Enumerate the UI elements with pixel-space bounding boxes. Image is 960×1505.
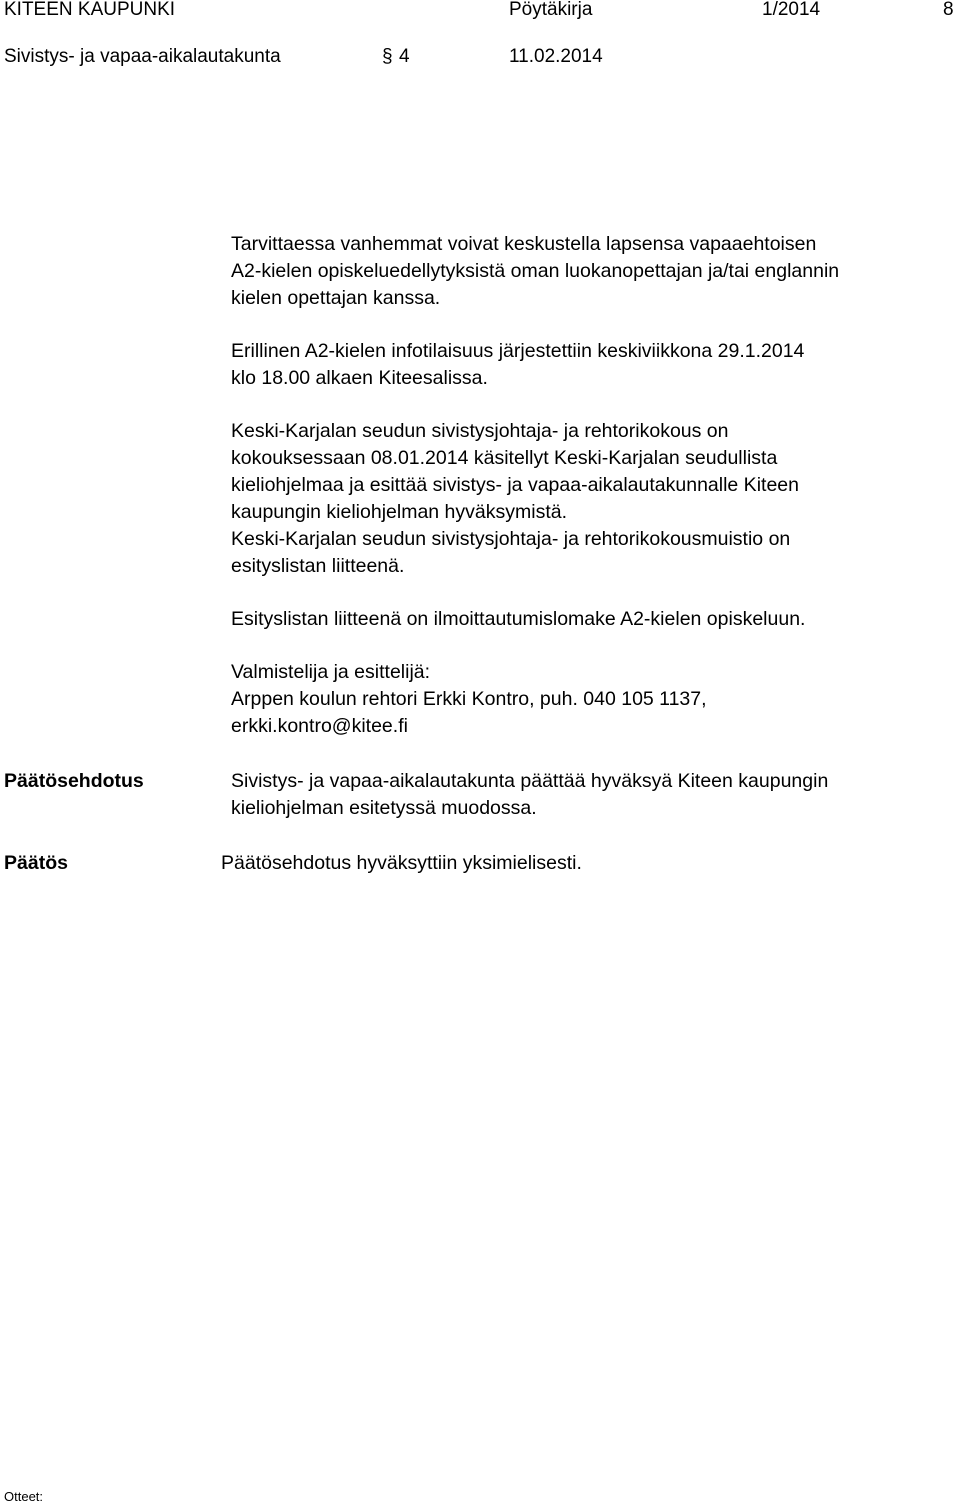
text-line: Valmistelija ja esittelijä: bbox=[231, 661, 431, 683]
paragraph-info-session bbox=[231, 338, 946, 392]
decision-text: Päätösehdotus hyväksyttiin yksimielisesti. bbox=[221, 852, 582, 874]
text-line: Keski-Karjalan seudun sivistysjohtaja- ja rehtorikokousmuistio on bbox=[231, 528, 791, 550]
meeting-date: 11.02.2014 bbox=[509, 46, 603, 67]
text-line: kokouksessaan 08.01.2014 käsitellyt Keski-Karjalan seudullista bbox=[231, 447, 778, 469]
text-line: klo 18.00 alkaen Kiteesalissa. bbox=[231, 367, 488, 389]
text-line: esityslistan liitteenä. bbox=[231, 555, 405, 577]
text-line: Arppen koulun rehtori Erkki Kontro, puh. 040 105 1137, bbox=[231, 688, 707, 710]
text-line: kieliohjelmaa ja esittää sivistys- ja vapaa-aikalautakunnalle Kiteen bbox=[231, 474, 799, 496]
section-number: 4 bbox=[399, 46, 410, 67]
decision-label: Päätös bbox=[4, 852, 68, 874]
footer-label: Otteet: bbox=[4, 1489, 44, 1504]
proposal-text bbox=[231, 768, 946, 822]
text-line: Tarvittaessa vanhemmat voivat keskustella lapsensa vapaaehtoisen bbox=[231, 233, 817, 255]
text-line: Keski-Karjalan seudun sivistysjohtaja- ja rehtorikokous on bbox=[231, 420, 729, 442]
doc-type: Pöytäkirja bbox=[509, 0, 593, 20]
text-line: kaupungin kieliohjelman hyväksymistä. bbox=[231, 501, 568, 523]
paragraph-preparer bbox=[231, 659, 946, 740]
section-mark: § bbox=[382, 46, 393, 67]
text-line: Erillinen A2-kielen infotilaisuus järjestettiin keskiviikkona 29.1.2014 bbox=[231, 340, 805, 362]
committee-name: Sivistys- ja vapaa-aikalautakunta bbox=[4, 46, 281, 67]
paragraph-attachment bbox=[231, 606, 946, 633]
text-line: Sivistys- ja vapaa-aikalautakunta päättää hyväksyä Kiteen kaupungin bbox=[231, 770, 829, 792]
paragraph-parents-discussion bbox=[231, 231, 946, 312]
text-line: erkki.kontro@kitee.fi bbox=[231, 715, 408, 737]
text-line: Esityslistan liitteenä on ilmoittautumislomake A2-kielen opiskeluun. bbox=[231, 608, 806, 630]
org-name: KITEEN KAUPUNKI bbox=[4, 0, 176, 20]
doc-number: 1/2014 bbox=[762, 0, 821, 20]
proposal-label: Päätösehdotus bbox=[4, 770, 144, 792]
paragraph-regional-meeting bbox=[231, 418, 946, 580]
text-line: A2-kielen opiskeluedellytyksistä oman luokanopettajan ja/tai englannin bbox=[231, 260, 840, 282]
text-line: kielen opettajan kanssa. bbox=[231, 287, 441, 309]
page-number: 8 bbox=[943, 0, 954, 20]
text-line: kieliohjelman esitetyssä muodossa. bbox=[231, 797, 537, 819]
